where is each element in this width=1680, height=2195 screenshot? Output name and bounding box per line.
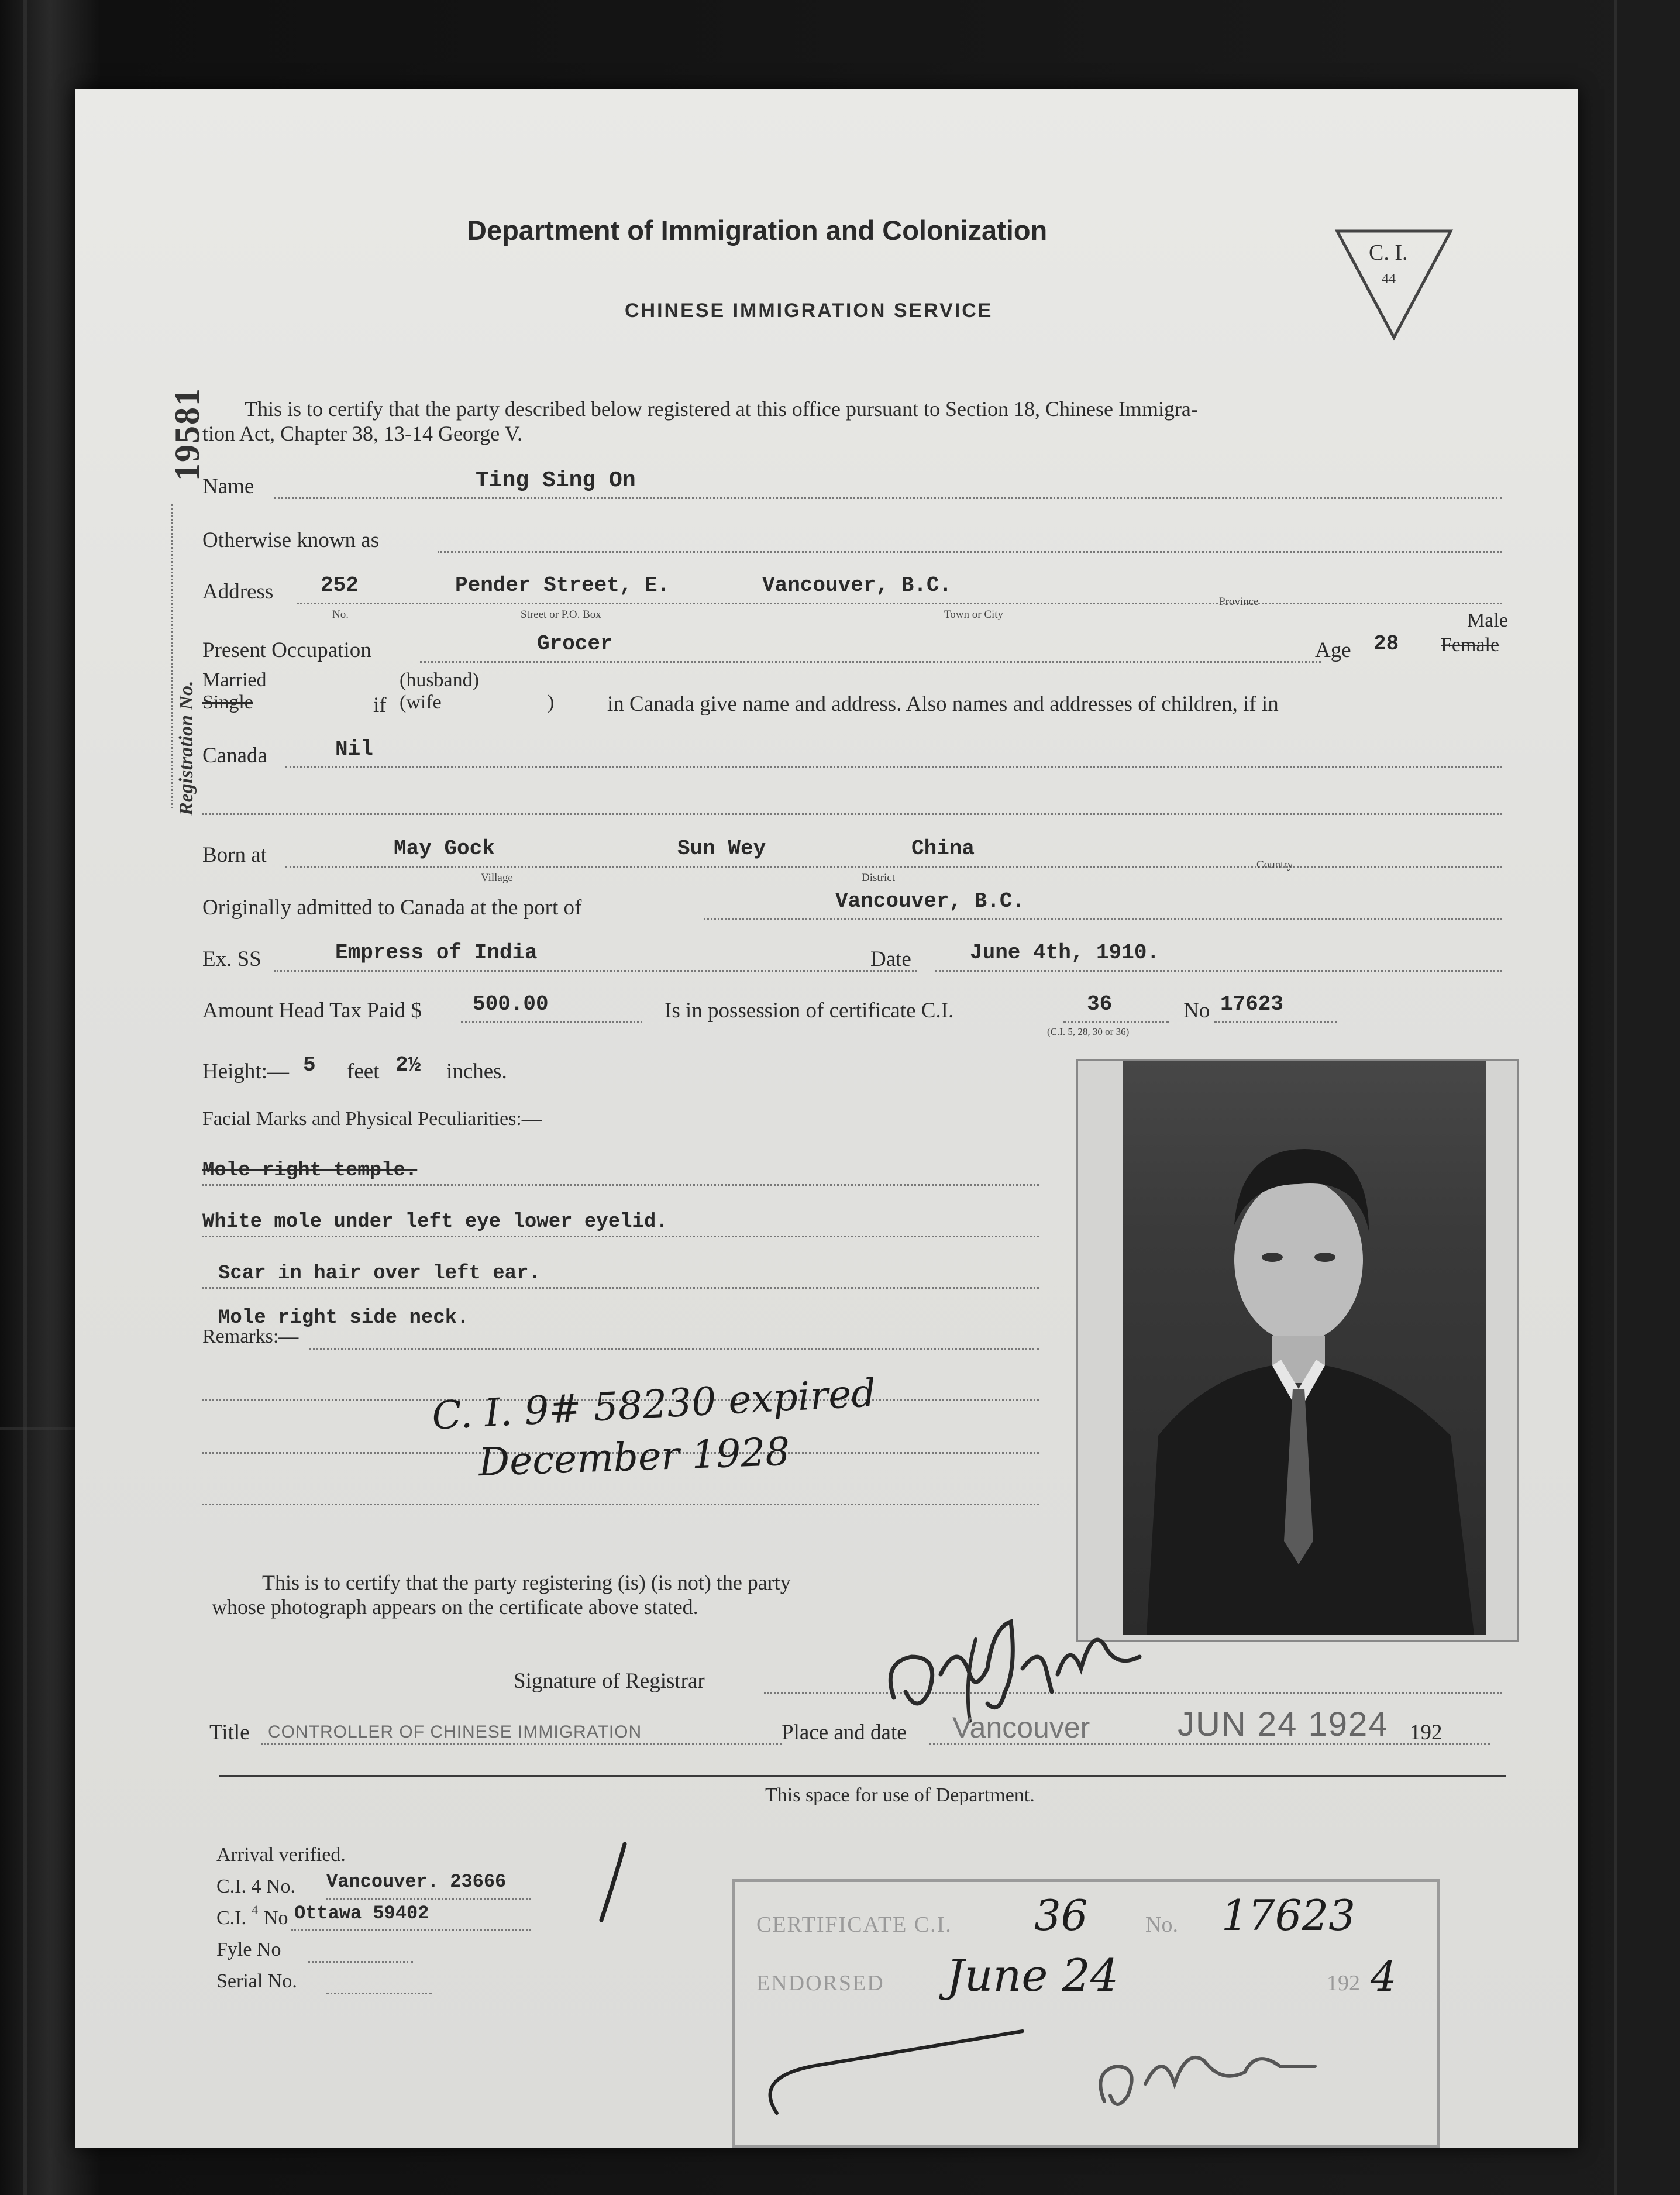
remarks-line-1 bbox=[309, 1348, 1039, 1350]
applicant-photograph bbox=[1123, 1061, 1486, 1635]
signature-label: Signature of Registrar bbox=[514, 1669, 705, 1693]
canada-line bbox=[285, 766, 1502, 768]
ci-no-label: No bbox=[264, 1907, 288, 1929]
title-label: Title bbox=[209, 1721, 250, 1745]
if-label: if bbox=[373, 693, 387, 717]
marks-label: Facial Marks and Physical Peculiarities:— bbox=[202, 1108, 542, 1130]
remarks-line-4 bbox=[202, 1504, 1039, 1505]
address-no-caption: No. bbox=[332, 608, 349, 621]
tax-line bbox=[461, 1021, 642, 1023]
mark-4: Mole right side neck. bbox=[218, 1307, 469, 1329]
certificate-caption: (C.I. 5, 28, 30 or 36) bbox=[1047, 1026, 1130, 1037]
date-stamp: JUN 24 1924 bbox=[1178, 1705, 1389, 1743]
fyle-line bbox=[308, 1961, 413, 1963]
mark-line-3 bbox=[202, 1287, 1039, 1289]
name-label: Name bbox=[202, 474, 254, 498]
ci4-value: Vancouver. 23666 bbox=[326, 1871, 507, 1893]
address-city-caption: Town or City bbox=[944, 608, 1004, 621]
title-line bbox=[261, 1743, 782, 1745]
form-code: C. I. bbox=[1369, 240, 1408, 265]
year-suffix: 192 bbox=[1410, 1721, 1443, 1745]
admitted-value: Vancouver, B.C. bbox=[835, 889, 1025, 913]
tax-label: Amount Head Tax Paid $ bbox=[202, 999, 422, 1023]
certificate-label: Is in possession of certificate C.I. bbox=[665, 999, 954, 1023]
occupation-value: Grocer bbox=[537, 632, 613, 656]
mark-1: Mole right temple. bbox=[202, 1160, 418, 1182]
stamp-endorsed-date: June 24 bbox=[946, 1949, 1119, 2001]
serial-line bbox=[326, 1993, 432, 1994]
certificate-no-label: No bbox=[1183, 999, 1210, 1023]
registration-label: Registration No. bbox=[175, 680, 197, 816]
certify-line-2: whose photograph appears on the certificate above stated. bbox=[212, 1595, 698, 1619]
remark-handwritten-1: C. I. 9# 58230 expired bbox=[431, 1370, 877, 1439]
stamp-certificate-no: 17623 bbox=[1221, 1891, 1356, 1940]
serial-label: Serial No. bbox=[216, 1970, 297, 1992]
village-caption: Village bbox=[481, 872, 513, 884]
age-label: Age bbox=[1315, 638, 1351, 662]
stamp-certificate-label: CERTIFICATE C.I. bbox=[756, 1912, 952, 1937]
canada-instruction: in Canada give name and address. Also names and addresses of children, if in bbox=[607, 692, 1279, 716]
mark-2: White mole under left eye lower eyelid. bbox=[202, 1211, 668, 1233]
date-line bbox=[935, 970, 1502, 972]
address-street: Pender Street, E. bbox=[455, 573, 670, 597]
date-value: June 4th, 1910. bbox=[970, 941, 1160, 965]
address-label: Address bbox=[202, 580, 274, 604]
portrait-image bbox=[1123, 1061, 1486, 1635]
born-district: Sun Wey bbox=[677, 837, 766, 861]
ci-superscript: 4 bbox=[252, 1902, 258, 1917]
remark-handwritten-2: December 1928 bbox=[477, 1429, 791, 1485]
tax-value: 500.00 bbox=[473, 992, 549, 1016]
married-option: Married bbox=[202, 669, 267, 691]
born-country: China bbox=[911, 837, 975, 861]
mark-3: Scar in hair over left ear. bbox=[218, 1262, 541, 1285]
height-label: Height:— bbox=[202, 1059, 289, 1083]
height-inches: 2½ bbox=[395, 1053, 421, 1077]
canada-value: Nil bbox=[335, 737, 373, 761]
admitted-label: Originally admitted to Canada at the port of bbox=[202, 896, 582, 920]
female-option: Female bbox=[1441, 634, 1500, 656]
ci-line bbox=[291, 1929, 531, 1931]
ship-line bbox=[274, 970, 917, 972]
section-divider bbox=[219, 1775, 1506, 1777]
born-line bbox=[285, 866, 1502, 868]
certificate-no: 17623 bbox=[1220, 992, 1284, 1016]
stamp-year-digit: 4 bbox=[1371, 1953, 1397, 2001]
stamp-endorsed-label: ENDORSED bbox=[756, 1971, 884, 1996]
occupation-label: Present Occupation bbox=[202, 638, 371, 662]
mark-line-2 bbox=[202, 1236, 1039, 1237]
height-feet: 5 bbox=[303, 1053, 316, 1077]
address-street-caption: Street or P.O. Box bbox=[521, 608, 601, 621]
address-number: 252 bbox=[321, 573, 359, 597]
registration-document bbox=[75, 89, 1578, 2148]
name-value: Ting Sing On bbox=[476, 468, 636, 493]
husband-option: (husband) bbox=[400, 669, 479, 691]
remarks-label: Remarks:— bbox=[202, 1326, 299, 1347]
endorsement-signature bbox=[742, 1996, 1385, 2136]
ci-label: C.I. bbox=[216, 1907, 246, 1929]
arrival-verified-label: Arrival verified. bbox=[216, 1844, 346, 1866]
admitted-line bbox=[704, 918, 1502, 920]
ci4-line bbox=[326, 1898, 531, 1900]
canada-line-2 bbox=[202, 813, 1502, 815]
ci-value: Ottawa 59402 bbox=[294, 1902, 429, 1924]
paren-close: ) bbox=[548, 691, 555, 713]
ship-value: Empress of India bbox=[335, 941, 538, 965]
district-caption: District bbox=[862, 872, 895, 884]
service-title: CHINESE IMMIGRATION SERVICE bbox=[625, 300, 993, 322]
registration-line bbox=[171, 504, 173, 808]
address-line bbox=[297, 603, 1502, 604]
intro-line-2: tion Act, Chapter 38, 13-14 George V. bbox=[202, 422, 522, 445]
name-line bbox=[274, 497, 1502, 499]
otherwise-line bbox=[438, 551, 1502, 553]
check-mark bbox=[590, 1838, 636, 1926]
occupation-line bbox=[420, 661, 1321, 663]
wife-option: (wife bbox=[400, 691, 442, 713]
place-stamp: Vancouver bbox=[952, 1711, 1090, 1744]
address-province-caption: Province bbox=[1219, 596, 1259, 608]
feet-label: feet bbox=[347, 1059, 380, 1083]
age-value: 28 bbox=[1373, 632, 1399, 656]
certificate-ci: 36 bbox=[1087, 992, 1113, 1016]
place-date-label: Place and date bbox=[782, 1721, 907, 1745]
department-use-header: This space for use of Department. bbox=[765, 1784, 1035, 1806]
born-village: May Gock bbox=[394, 837, 495, 861]
male-option: Male bbox=[1467, 610, 1508, 631]
mark-line-1 bbox=[202, 1184, 1039, 1186]
single-option: Single bbox=[202, 691, 253, 713]
stamp-year-prefix: 192 bbox=[1327, 1971, 1360, 1996]
otherwise-label: Otherwise known as bbox=[202, 528, 380, 552]
form-number: 44 bbox=[1382, 271, 1396, 287]
ci4-label: C.I. 4 No. bbox=[216, 1876, 296, 1897]
inches-label: inches. bbox=[446, 1059, 507, 1083]
certificate-no-line bbox=[1214, 1021, 1337, 1023]
certificate-ci-line bbox=[1063, 1021, 1169, 1023]
country-caption: Country bbox=[1256, 859, 1293, 871]
stamp-no-label: No. bbox=[1145, 1912, 1178, 1937]
department-title: Department of Immigration and Colonization bbox=[467, 215, 1048, 246]
canada-label: Canada bbox=[202, 744, 267, 768]
stamp-certificate-ci: 36 bbox=[1034, 1891, 1088, 1940]
fyle-label: Fyle No bbox=[216, 1939, 281, 1960]
born-label: Born at bbox=[202, 843, 267, 867]
title-stamp: CONTROLLER OF CHINESE IMMIGRATION bbox=[268, 1722, 642, 1742]
certify-line-1: This is to certify that the party registering (is) (is not) the party bbox=[262, 1571, 791, 1594]
ship-label: Ex. SS bbox=[202, 947, 261, 971]
registration-number: 19581 bbox=[168, 387, 206, 481]
intro-line-1: This is to certify that the party described below registered at this office pursuant to Section 18, Chinese Immigra- bbox=[245, 397, 1198, 421]
date-label: Date bbox=[870, 947, 911, 971]
address-city: Vancouver, B.C. bbox=[762, 573, 952, 597]
